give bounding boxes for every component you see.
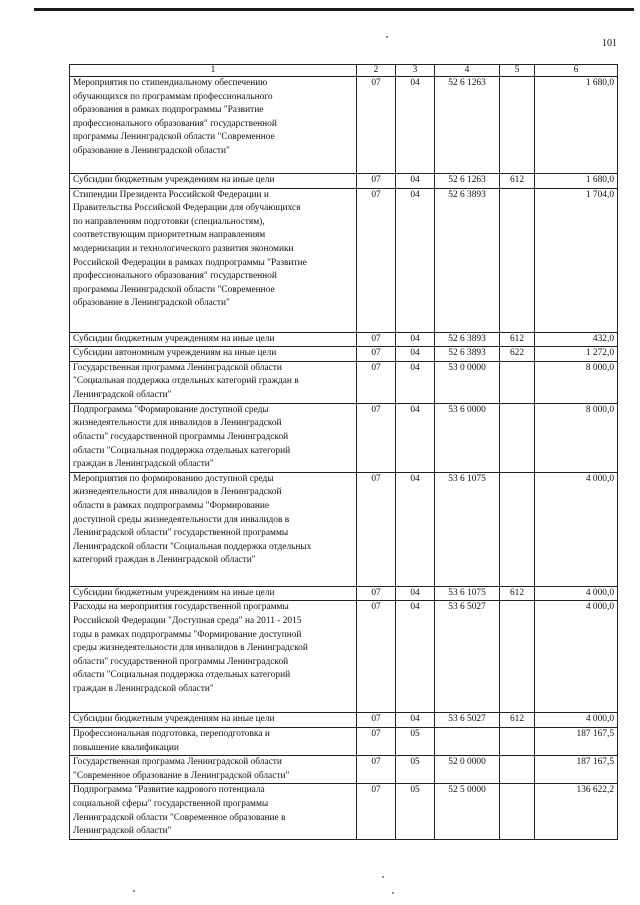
row-expense-type: 622 <box>500 347 535 362</box>
row-target-article: 52 5 0000 <box>435 784 500 840</box>
column-number: 4 <box>435 65 500 77</box>
row-subsection: 04 <box>396 403 435 472</box>
row-amount: 1 680,0 <box>535 174 618 189</box>
row-subsection: 04 <box>396 472 435 586</box>
row-subsection: 04 <box>396 601 435 713</box>
table-row <box>70 472 618 586</box>
row-target-article: 52 6 3893 <box>435 332 500 347</box>
row-target-article: 53 6 5027 <box>435 601 500 713</box>
row-amount: 136 622,2 <box>535 784 618 840</box>
row-name: Расходы на мероприятия государственной программы Российской Федерации "Доступная среда" на 2011 - 2015 годы в рамках подпрограммы "Формирование доступной среды жизнедеятельности для инвалидов в Ленинградской области" государственной программы Ленинградской области "Социальная поддержка отдельных категорий граждан в Ленинградской области" <box>70 601 357 713</box>
column-number: 1 <box>70 65 357 77</box>
row-expense-type: 612 <box>500 174 535 189</box>
row-name: Государственная программа Ленинградской области "Социальная поддержка отдельных категорий граждан в Ленинградской области" <box>70 361 357 403</box>
row-section: 07 <box>357 756 396 784</box>
row-expense-type <box>500 77 535 174</box>
budget-table <box>69 64 618 840</box>
table-row <box>70 586 618 601</box>
row-target-article: 53 6 1075 <box>435 586 500 601</box>
table-row <box>70 727 618 755</box>
row-target-article <box>435 727 500 755</box>
row-section: 07 <box>357 727 396 755</box>
row-amount: 187 167,5 <box>535 756 618 784</box>
row-subsection: 04 <box>396 77 435 174</box>
row-expense-type <box>500 403 535 472</box>
row-subsection: 04 <box>396 174 435 189</box>
row-amount: 4 000,0 <box>535 586 618 601</box>
row-amount: 4 000,0 <box>535 601 618 713</box>
row-section: 07 <box>357 361 396 403</box>
row-amount: 8 000,0 <box>535 361 618 403</box>
table-row <box>70 174 618 189</box>
row-expense-type <box>500 472 535 586</box>
row-subsection: 04 <box>396 586 435 601</box>
scan-speck <box>382 876 384 878</box>
row-amount: 4 000,0 <box>535 472 618 586</box>
row-subsection: 05 <box>396 756 435 784</box>
row-target-article: 52 6 3893 <box>435 188 500 332</box>
row-target-article: 52 6 1263 <box>435 77 500 174</box>
table-row <box>70 403 618 472</box>
row-name: Субсидии бюджетным учреждениям на иные цели <box>70 713 357 728</box>
row-subsection: 04 <box>396 713 435 728</box>
row-target-article: 53 6 1075 <box>435 472 500 586</box>
row-amount: 1 272,0 <box>535 347 618 362</box>
row-section: 07 <box>357 332 396 347</box>
scan-speck <box>392 892 394 894</box>
table-row <box>70 756 618 784</box>
row-expense-type: 612 <box>500 332 535 347</box>
column-number: 2 <box>357 65 396 77</box>
row-subsection: 04 <box>396 347 435 362</box>
row-section: 07 <box>357 586 396 601</box>
row-subsection: 04 <box>396 188 435 332</box>
table-row <box>70 188 618 332</box>
row-expense-type: 612 <box>500 586 535 601</box>
column-number: 6 <box>535 65 618 77</box>
table-row <box>70 332 618 347</box>
row-amount: 432,0 <box>535 332 618 347</box>
table-row <box>70 347 618 362</box>
row-name: Мероприятия по стипендиальному обеспечению обучающихся по программам профессионального образования в рамках подпрограммы "Развитие профессионального образования" государственной программы Ленинградской области "Современное образование в Ленинградской области" <box>70 77 357 174</box>
row-section: 07 <box>357 403 396 472</box>
row-section: 07 <box>357 77 396 174</box>
row-section: 07 <box>357 713 396 728</box>
top-rule <box>34 8 634 11</box>
row-section: 07 <box>357 174 396 189</box>
row-section: 07 <box>357 601 396 713</box>
page-number: 101 <box>602 38 617 49</box>
table-row <box>70 77 618 174</box>
row-amount: 187 167,5 <box>535 727 618 755</box>
scan-speck <box>133 890 135 892</box>
scan-speck <box>386 36 388 38</box>
row-target-article: 52 0 0000 <box>435 756 500 784</box>
row-subsection: 04 <box>396 332 435 347</box>
row-name: Субсидии бюджетным учреждениям на иные цели <box>70 586 357 601</box>
row-name: Подпрограмма "Формирование доступной среды жизнедеятельности для инвалидов в Ленинградской области" государственной программы Ленинградской области "Социальная поддержка отдельных категорий граждан в Ленинградской области" <box>70 403 357 472</box>
row-name: Государственная программа Ленинградской области "Современное образование в Ленинградской области" <box>70 756 357 784</box>
row-target-article: 52 6 1263 <box>435 174 500 189</box>
row-expense-type: 612 <box>500 713 535 728</box>
row-subsection: 04 <box>396 361 435 403</box>
table-row <box>70 601 618 713</box>
column-number: 3 <box>396 65 435 77</box>
row-section: 07 <box>357 188 396 332</box>
row-name: Подпрограмма "Развитие кадрового потенциала социальной сферы" государственной программы Ленинградской области "Современное образование в Ленинградской области" <box>70 784 357 840</box>
row-name: Субсидии бюджетным учреждениям на иные цели <box>70 174 357 189</box>
row-name: Мероприятия по формированию доступной среды жизнедеятельности для инвалидов в Ленинградской области в рамках подпрограммы "Формирование доступной среды жизнедеятельности для инвалидов в Ленинградской области" государственной программы Ленинградской области "Социальная поддержка отдельных категорий граждан в Ленинградской области" <box>70 472 357 586</box>
column-number: 5 <box>500 65 535 77</box>
row-section: 07 <box>357 472 396 586</box>
table-row <box>70 713 618 728</box>
row-section: 07 <box>357 784 396 840</box>
row-section: 07 <box>357 347 396 362</box>
row-amount: 1 680,0 <box>535 77 618 174</box>
row-expense-type <box>500 756 535 784</box>
row-name: Субсидии бюджетным учреждениям на иные цели <box>70 332 357 347</box>
row-expense-type <box>500 361 535 403</box>
row-target-article: 53 6 5027 <box>435 713 500 728</box>
table-row <box>70 361 618 403</box>
row-amount: 1 704,0 <box>535 188 618 332</box>
row-amount: 8 000,0 <box>535 403 618 472</box>
row-target-article: 53 0 0000 <box>435 361 500 403</box>
row-expense-type <box>500 601 535 713</box>
row-amount: 4 000,0 <box>535 713 618 728</box>
row-target-article: 53 6 0000 <box>435 403 500 472</box>
row-expense-type <box>500 784 535 840</box>
row-name: Профессиональная подготовка, переподготовка и повышение квалификации <box>70 727 357 755</box>
table-row <box>70 784 618 840</box>
row-target-article: 52 6 3893 <box>435 347 500 362</box>
row-subsection: 05 <box>396 727 435 755</box>
row-name: Субсидии автономным учреждениям на иные цели <box>70 347 357 362</box>
row-expense-type <box>500 727 535 755</box>
column-number-row <box>70 65 618 77</box>
row-subsection: 05 <box>396 784 435 840</box>
row-expense-type <box>500 188 535 332</box>
row-name: Стипендии Президента Российской Федерации и Правительства Российской Федерации для обучающихся по направлениям подготовки (специальностям), соответствующим приоритетным направлениям модернизации и технологического развития экономики Российской Федерации в рамках подпрограммы "Развитие профессионального образования" государственной программы Ленинградской области "Современное образование в Ленинградской области" <box>70 188 357 332</box>
